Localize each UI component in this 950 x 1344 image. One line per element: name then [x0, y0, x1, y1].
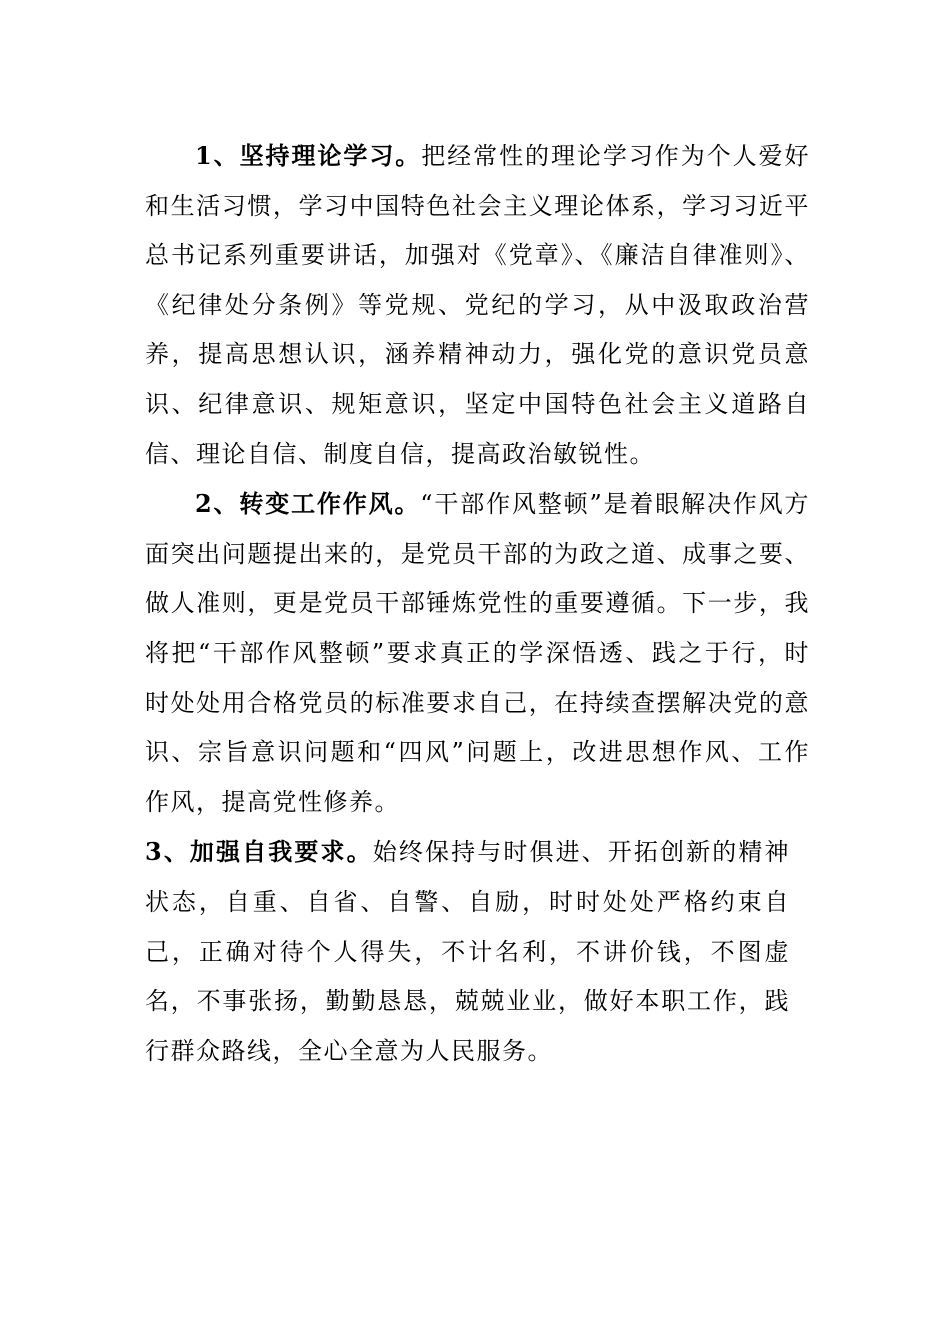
paragraph-text: 把经常性的理论学习作为个人爱好和生活习惯，学习中国特色社会主义理论体系，学习习近平总书记系列重要讲话，加强对《党章》、《廉洁自律准则》、《纪律处分条例》等党规、党纪的学习，从中汲取政治营养，提高思想认识，涵养精神动力，强化党的意识党员意识、纪律意识、规矩意识，坚定中国特色社会主义道路自信、理论自信、制度自信，提高政治敏锐性。 — [145, 142, 811, 468]
paragraph-heading: 3、加强自我要求。 — [145, 837, 373, 867]
document-body — [145, 131, 810, 1076]
paragraph-text: “干部作风整顿”是着眼解决作风方面突出问题提出来的，是党员干部的为政之道、成事之要、做人准则，更是党员干部锤炼党性的重要遵循。下一步，我将把“干部作风整顿”要求真正的学深悟透、践之于行，时时处处用合格党员的标准要求自己，在持续查摆解决党的意识、宗旨意识问题和“四风”问题上，改进思想作风、工作作风，提高党性修养。 — [145, 490, 810, 816]
paragraph-self-discipline — [145, 827, 790, 1076]
paragraph-text: 始终保持与时俱进、开拓创新的精神状态，自重、自省、自警、自励，时时处处严格约束自己，正确对待个人得失，不计名利，不讲价钱，不图虚名，不事张扬，勤勤恳恳，兢兢业业，做好本职工作，践行群众路线，全心全意为人民服务。 — [145, 838, 790, 1065]
paragraph-heading: 2、转变工作作风。 — [195, 489, 421, 519]
paragraph-heading: 1、坚持理论学习。 — [195, 141, 422, 170]
paragraph-work-style — [145, 479, 810, 827]
paragraph-theory-study — [145, 131, 810, 479]
